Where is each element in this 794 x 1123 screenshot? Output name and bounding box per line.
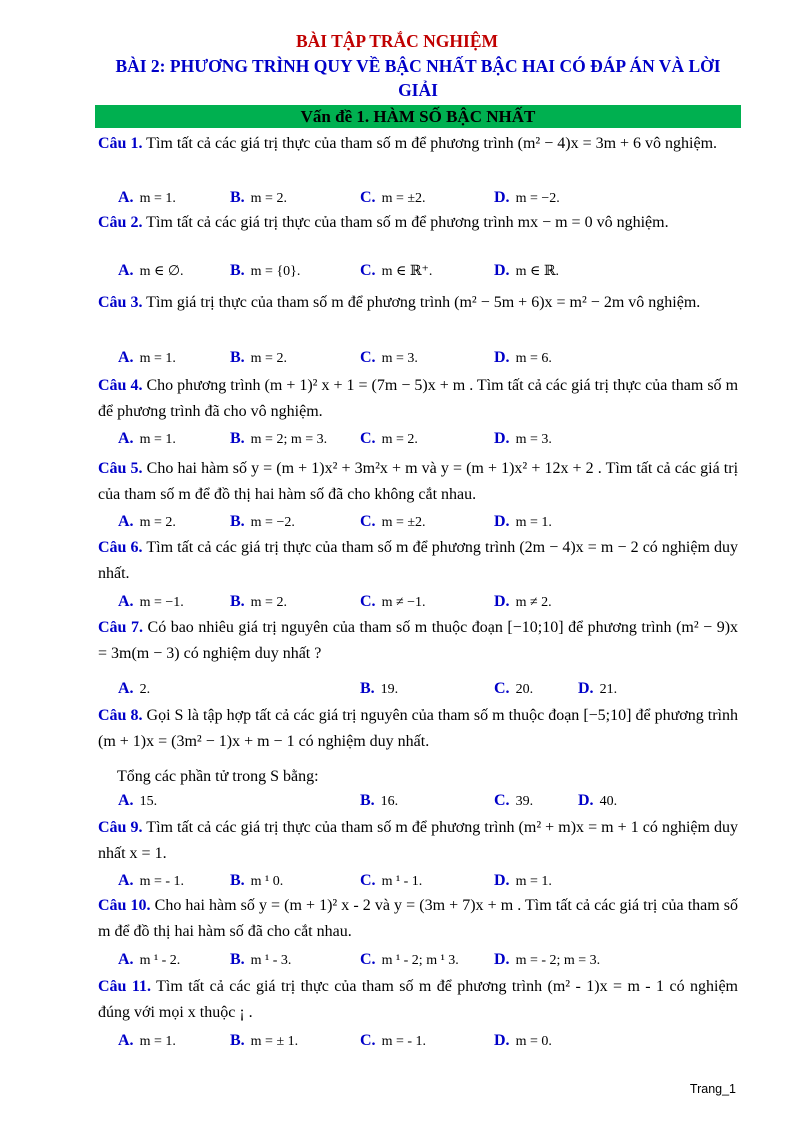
question-label: Câu 3. (98, 294, 143, 311)
option-c[interactable]: C. m ¹ - 1. (360, 872, 423, 889)
option-c[interactable]: C. m = 3. (360, 349, 418, 366)
option-c[interactable]: C. m = ±2. (360, 189, 426, 206)
option-d[interactable]: D. m = 3. (494, 430, 552, 447)
option-d[interactable]: D. m ≠ 2. (494, 593, 552, 610)
option-d[interactable]: D. m = 1. (494, 872, 552, 889)
question-text: Gọi S là tập hợp tất cả các giá trị nguyên của tham số m thuộc đoạn [−5;10] để phương trình (m + 1)x = (3m² − 1)x + m − 1 có nghiệm duy nhất. (98, 707, 738, 750)
option-d[interactable]: D. m = −2. (494, 189, 560, 206)
question-text: Cho hai hàm số y = (m + 1)² x - 2 và y = (3m + 7)x + m . Tìm tất cả các giá trị của tham số m để đồ thị hai hàm số đã cho cắt nhau. (98, 897, 739, 940)
option-b[interactable]: B. m = 2. (230, 349, 287, 366)
option-b[interactable]: B. m = 2; m = 3. (230, 430, 328, 447)
option-a[interactable]: A. m = - 1. (118, 872, 185, 889)
option-a[interactable]: A. 15. (118, 792, 158, 809)
option-b[interactable]: B. 16. (360, 792, 399, 809)
question-label: Câu 2. (98, 214, 143, 231)
question-label: Câu 1. (98, 135, 143, 152)
question-text: Cho hai hàm số y = (m + 1)x² + 3m²x + m và y = (m + 1)x² + 12x + 2 . Tìm tất cả các giá trị của tham số m để đồ thị hai hàm số đã cho không cắt nhau. (98, 460, 739, 503)
question-text: Tìm tất cả các giá trị thực của tham số m để phương trình (2m − 4)x = m − 2 có nghiệm duy nhất. (98, 539, 738, 582)
question-text: Tìm tất cả các giá trị thực của tham số m để phương trình (m² − 4)x = 3m + 6 vô nghiệm. (146, 135, 718, 152)
question-text: Cho phương trình (m + 1)² x + 1 = (7m − 5)x + m . Tìm tất cả các giá trị thực của tham số m để phương trình đã cho vô nghiệm. (98, 377, 739, 420)
option-a[interactable]: A. m ¹ - 2. (118, 951, 181, 968)
option-a[interactable]: A. m = 2. (118, 513, 176, 530)
option-b[interactable]: B. m = −2. (230, 513, 295, 530)
question-text: Có bao nhiêu giá trị nguyên của tham số m thuộc đoạn [−10;10] để phương trình (m² − 9)x = 3m(m − 3) có nghiệm duy nhất ? (98, 619, 739, 662)
question-6 (98, 535, 738, 587)
question-label: Câu 10. (98, 897, 151, 914)
question-8 (98, 703, 738, 755)
option-d[interactable]: D. m = 1. (494, 513, 552, 530)
option-a[interactable]: A. m ∈ ∅. (118, 262, 184, 279)
question-label: Câu 5. (98, 460, 143, 477)
question-3 (98, 290, 738, 316)
option-b[interactable]: B. m = 2. (230, 593, 287, 610)
option-a[interactable]: A. m = −1. (118, 593, 184, 610)
option-c[interactable]: C. 39. (494, 792, 534, 809)
option-c[interactable]: C. m = ±2. (360, 513, 426, 530)
option-d[interactable]: D. m = - 2; m = 3. (494, 951, 601, 968)
question-10 (98, 893, 738, 945)
option-b[interactable]: B. m ¹ - 3. (230, 951, 292, 968)
option-c[interactable]: C. m = 2. (360, 430, 418, 447)
option-a[interactable]: A. m = 1. (118, 349, 176, 366)
question-text: Tìm tất cả các giá trị thực của tham số m để phương trình (m² + m)x = m + 1 có nghiệm duy nhất x = 1. (98, 819, 739, 862)
question-label: Câu 6. (98, 539, 143, 556)
option-c[interactable]: C. m = - 1. (360, 1032, 427, 1049)
document-subtitle: BÀI 2: PHƯƠNG TRÌNH QUY VỀ BẬC NHẤT BẬC HAI CÓ ĐÁP ÁN VÀ LỜI GIẢI (115, 56, 721, 100)
option-d[interactable]: D. m = 6. (494, 349, 552, 366)
question-2 (98, 210, 738, 236)
question-11 (98, 974, 738, 1026)
option-c[interactable]: C. m ∈ ℝ⁺. (360, 262, 433, 279)
question-label: Câu 11. (98, 978, 151, 995)
option-d[interactable]: D. 40. (578, 792, 618, 809)
question-9 (98, 815, 738, 867)
question-text: Tìm tất cả các giá trị thực của tham số m để phương trình (m² - 1)x = m - 1 có nghiệm đúng với mọi x thuộc ¡ . (98, 978, 738, 1021)
question-label: Câu 8. (98, 707, 143, 724)
option-d[interactable]: D. 21. (578, 680, 618, 697)
option-b[interactable]: B. 19. (360, 680, 399, 697)
question-8-extra: Tổng các phần tử trong S bằng: (117, 768, 319, 785)
question-label: Câu 4. (98, 377, 143, 394)
question-7 (98, 615, 738, 667)
question-1 (98, 131, 738, 157)
option-a[interactable]: A. m = 1. (118, 1032, 176, 1049)
question-4 (98, 373, 738, 425)
option-a[interactable]: A. 2. (118, 680, 151, 697)
document-title: BÀI TẬP TRẮC NGHIỆM (295, 31, 499, 51)
question-label: Câu 7. (98, 619, 143, 636)
option-b[interactable]: B. m ¹ 0. (230, 872, 284, 889)
option-b[interactable]: B. m = {0}. (230, 262, 301, 279)
option-a[interactable]: A. m = 1. (118, 430, 176, 447)
question-text: Tìm giá trị thực của tham số m để phương trình (m² − 5m + 6)x = m² − 2m vô nghiệm. (146, 294, 701, 311)
option-b[interactable]: B. m = ± 1. (230, 1032, 299, 1049)
option-d[interactable]: D. m ∈ ℝ. (494, 262, 559, 279)
option-b[interactable]: B. m = 2. (230, 189, 287, 206)
question-text: Tìm tất cả các giá trị thực của tham số m để phương trình mx − m = 0 vô nghiệm. (146, 214, 669, 231)
option-c[interactable]: C. m ¹ - 2; m ¹ 3. (360, 951, 459, 968)
option-c[interactable]: C. m ≠ −1. (360, 593, 426, 610)
question-label: Câu 9. (98, 819, 143, 836)
option-c[interactable]: C. 20. (494, 680, 534, 697)
page-number: Trang_1 (689, 1082, 736, 1096)
question-5 (98, 456, 738, 508)
section-heading: Vấn đề 1. HÀM SỐ BẬC NHẤT (95, 105, 741, 128)
option-a[interactable]: A. m = 1. (118, 189, 176, 206)
option-d[interactable]: D. m = 0. (494, 1032, 552, 1049)
